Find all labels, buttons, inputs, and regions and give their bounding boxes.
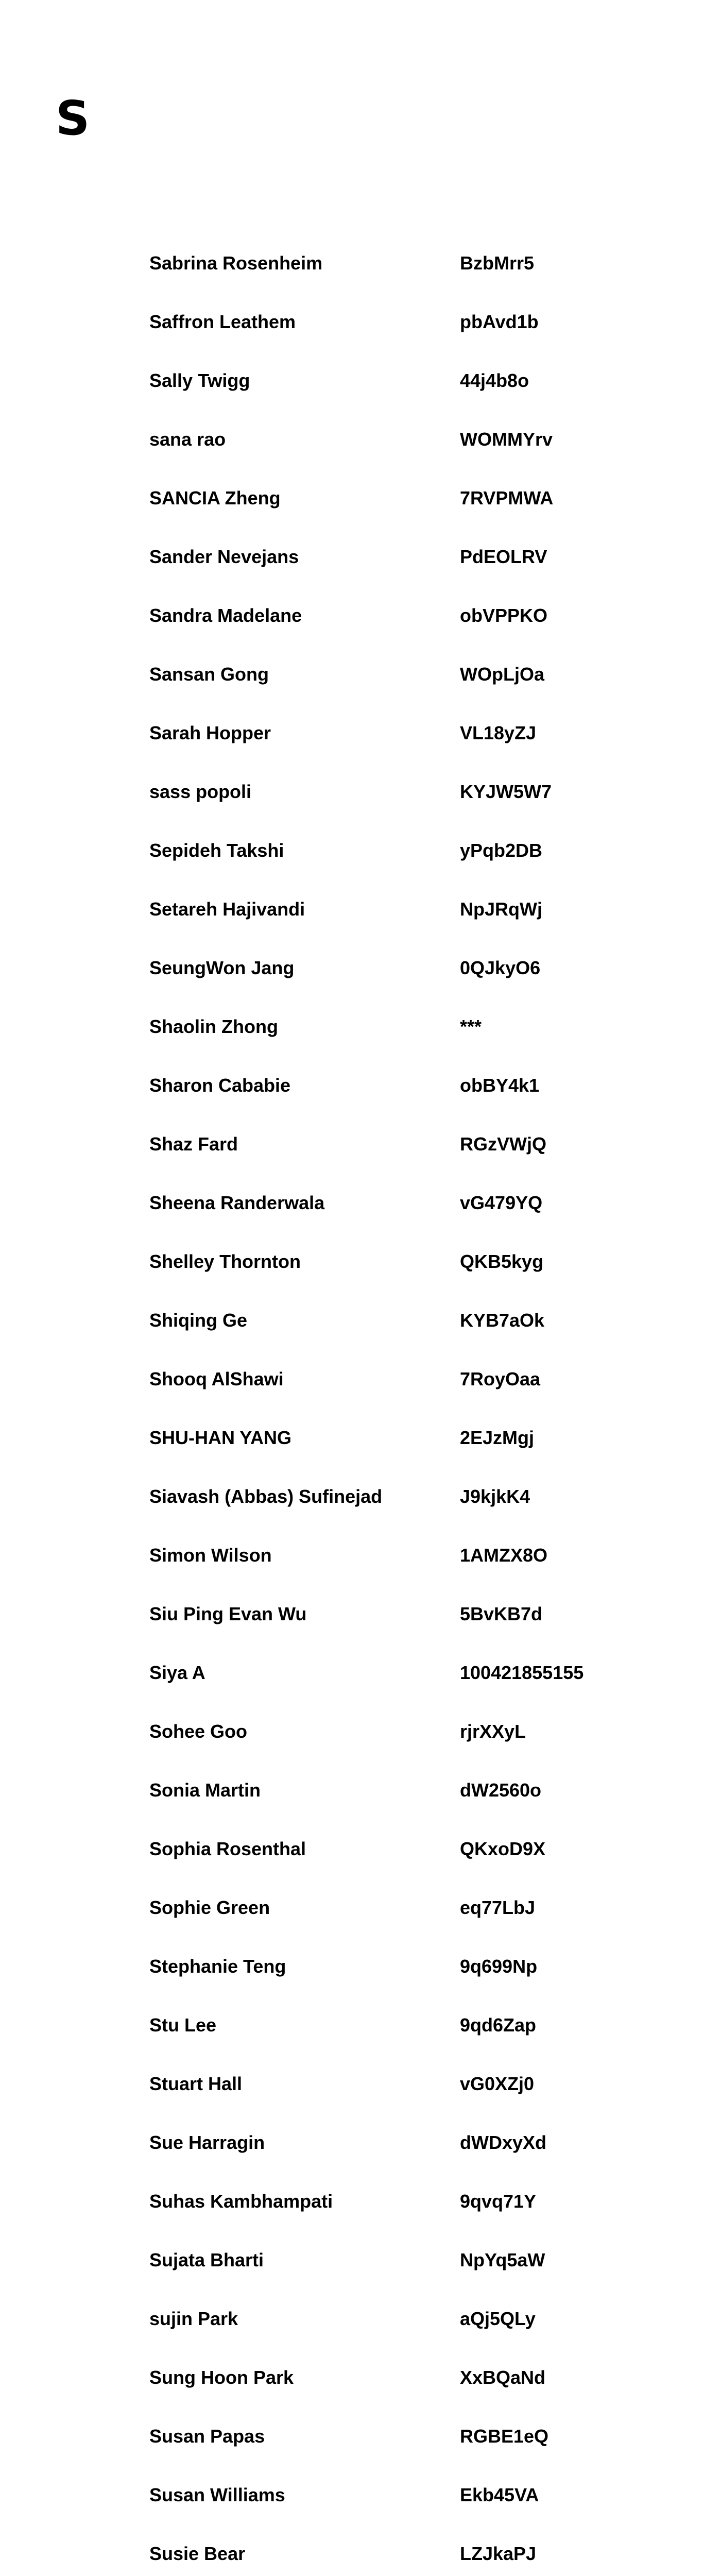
- access-code: dWDxyXd: [460, 2132, 547, 2153]
- access-code: yPqb2DB: [460, 840, 543, 861]
- list-item: [149, 1174, 664, 1232]
- list-item: [149, 1585, 664, 1643]
- list-item: [149, 2055, 664, 2113]
- person-name: Shaz Fard: [149, 1133, 238, 1155]
- person-name: Shelley Thornton: [149, 1251, 301, 1272]
- list-item: [149, 1820, 664, 1878]
- person-name: Saffron Leathem: [149, 311, 296, 332]
- list-item: [149, 1467, 664, 1526]
- list-item: [149, 2466, 664, 2524]
- access-code: 7RoyOaa: [460, 1368, 541, 1389]
- list-item: [149, 1115, 664, 1174]
- list-item: [149, 1878, 664, 1937]
- access-code: QKxoD9X: [460, 1838, 546, 1859]
- list-item: [149, 2407, 664, 2466]
- access-code: BzbMrr5: [460, 252, 535, 274]
- list-item: [149, 645, 664, 704]
- access-code: WOpLjOa: [460, 664, 544, 685]
- access-code: vG479YQ: [460, 1192, 543, 1213]
- person-name: Siavash (Abbas) Sufinejad: [149, 1486, 383, 1507]
- person-name: Sujata Bharti: [149, 2249, 264, 2270]
- list-item: [149, 469, 664, 528]
- list-item: [149, 1350, 664, 1409]
- list-item: [149, 351, 664, 410]
- access-code: 1AMZX8O: [460, 1545, 548, 1566]
- list-item: [149, 1643, 664, 1702]
- person-name: SANCIA Zheng: [149, 487, 281, 509]
- person-name: Shooq AlShawi: [149, 1368, 284, 1389]
- person-name: Sung Hoon Park: [149, 2367, 294, 2388]
- person-name: sana rao: [149, 429, 226, 450]
- list-item: [149, 880, 664, 939]
- list-item: [149, 1056, 664, 1115]
- person-name: Sabrina Rosenheim: [149, 252, 323, 274]
- person-name: Stuart Hall: [149, 2073, 243, 2094]
- list-item: [149, 821, 664, 880]
- person-name: Sandra Madelane: [149, 605, 302, 626]
- person-name: Sheena Randerwala: [149, 1192, 325, 1213]
- access-code: J9kjkK4: [460, 1486, 530, 1507]
- person-name: Susie Bear: [149, 2543, 246, 2564]
- list-item: [149, 1291, 664, 1350]
- person-name: Siu Ping Evan Wu: [149, 1603, 307, 1624]
- list-item: [149, 1409, 664, 1467]
- list-item: [149, 410, 664, 469]
- list-item: [149, 1702, 664, 1761]
- entry-list: [149, 234, 664, 2576]
- list-item: [149, 2231, 664, 2290]
- person-name: Susan Papas: [149, 2426, 265, 2447]
- access-code: 100421855155: [460, 1662, 584, 1683]
- person-name: Susan Williams: [149, 2484, 285, 2505]
- person-name: Simon Wilson: [149, 1545, 272, 1566]
- access-code: 9qvq71Y: [460, 2191, 537, 2212]
- access-code: obBY4k1: [460, 1075, 540, 1096]
- access-code: LZJkaPJ: [460, 2543, 537, 2564]
- person-name: Sarah Hopper: [149, 722, 271, 743]
- access-code: aQj5QLy: [460, 2308, 536, 2329]
- person-name: Stephanie Teng: [149, 1956, 286, 1977]
- list-item: [149, 2290, 664, 2348]
- person-name: Sophie Green: [149, 1897, 270, 1918]
- list-item: [149, 528, 664, 586]
- person-name: Sally Twigg: [149, 370, 250, 391]
- access-code: NpYq5aW: [460, 2249, 545, 2270]
- person-name: Shaolin Zhong: [149, 1016, 278, 1037]
- list-item: [149, 234, 664, 293]
- list-item: [149, 2172, 664, 2231]
- access-code: 9qd6Zap: [460, 2014, 537, 2036]
- access-code: 44j4b8o: [460, 370, 529, 391]
- access-code: eq77LbJ: [460, 1897, 536, 1918]
- list-item: [149, 1526, 664, 1585]
- access-code: 5BvKB7d: [460, 1603, 543, 1624]
- person-name: Sharon Cababie: [149, 1075, 291, 1096]
- access-code: dW2560o: [460, 1780, 542, 1801]
- access-code: RGzVWjQ: [460, 1133, 546, 1155]
- list-item: [149, 2348, 664, 2407]
- person-name: Sander Nevejans: [149, 546, 299, 567]
- list-item: [149, 939, 664, 997]
- access-code: 0QJkyO6: [460, 957, 541, 978]
- access-code: 7RVPMWA: [460, 487, 554, 509]
- list-item: [149, 2113, 664, 2172]
- list-item: [149, 1937, 664, 1996]
- person-name: sass popoli: [149, 781, 252, 802]
- person-name: Sohee Goo: [149, 1721, 248, 1742]
- person-name: Sansan Gong: [149, 664, 269, 685]
- access-code: VL18yZJ: [460, 722, 537, 743]
- person-name: Sepideh Takshi: [149, 840, 284, 861]
- access-code: PdEOLRV: [460, 546, 547, 567]
- section-letter-heading: S: [56, 91, 90, 146]
- person-name: Sonia Martin: [149, 1780, 261, 1801]
- person-name: SeungWon Jang: [149, 957, 295, 978]
- list-item: [149, 1232, 664, 1291]
- access-code: XxBQaNd: [460, 2367, 546, 2388]
- list-item: [149, 1761, 664, 1820]
- access-code: obVPPKO: [460, 605, 548, 626]
- list-item: [149, 997, 664, 1056]
- person-name: Sophia Rosenthal: [149, 1838, 306, 1859]
- access-code: KYB7aOk: [460, 1310, 545, 1331]
- access-code: pbAvd1b: [460, 311, 539, 332]
- access-code: 9q699Np: [460, 1956, 538, 1977]
- person-name: SHU-HAN YANG: [149, 1427, 292, 1448]
- access-code: QKB5kyg: [460, 1251, 544, 1272]
- access-code: RGBE1eQ: [460, 2426, 549, 2447]
- access-code: ***: [460, 1016, 482, 1037]
- person-name: Suhas Kambhampati: [149, 2191, 333, 2212]
- person-name: sujin Park: [149, 2308, 238, 2329]
- person-name: Setareh Hajivandi: [149, 899, 305, 920]
- person-name: Siya A: [149, 1662, 205, 1683]
- access-code: 2EJzMgj: [460, 1427, 535, 1448]
- access-code: vG0XZj0: [460, 2073, 535, 2094]
- access-code: Ekb45VA: [460, 2484, 539, 2505]
- list-item: [149, 293, 664, 351]
- access-code: rjrXXyL: [460, 1721, 526, 1742]
- list-item: [149, 762, 664, 821]
- list-item: [149, 704, 664, 762]
- list-item: [149, 1996, 664, 2055]
- list-item: [149, 586, 664, 645]
- access-code: WOMMYrv: [460, 429, 553, 450]
- person-name: Stu Lee: [149, 2014, 217, 2036]
- access-code: NpJRqWj: [460, 899, 542, 920]
- access-code: KYJW5W7: [460, 781, 552, 802]
- person-name: Sue Harragin: [149, 2132, 265, 2153]
- list-item: [149, 2524, 664, 2576]
- person-name: Shiqing Ge: [149, 1310, 248, 1331]
